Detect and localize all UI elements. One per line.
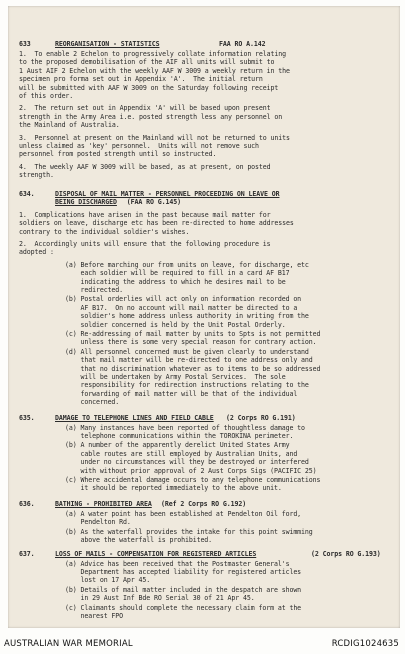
section-reference: (2 Corps RO G.191) [226,413,296,422]
section-reference: FAA RO A.142 [219,40,266,48]
list-item: (a) Advice has been received that the Postmaster General's Department has accepted liability for registered articles lost on 17 Apr 45. [65,559,302,585]
paragraph: 4. The weekly AAF W 3009 will be based, as at present, on posted strength. [19,162,271,180]
document-body [19,40,391,621]
archive-name: AUSTRALIAN WAR MEMORIAL [4,639,133,649]
list-item: (d) All personnel concerned must be given clearly to understand that mail matter will be re-directed to one address only and that no discrimination whatever as to items to be so addressed will be undertaken by Army Postal Services. The sole responsibility for redirection instructions relating to the forwarding of mail matter will be that of the individual concerned. [65,347,321,407]
section-heading: BATHING - PROHIBITED AREA [55,499,152,508]
section-heading-line1: DISPOSAL OF MAIL MATTER - PERSONNEL PROCEEDING ON LEAVE OR [55,189,280,198]
document-page [8,6,400,628]
list-item: (c) Claimants should complete the necessary claim form at the nearest FPO [65,603,302,620]
section-heading: REORGANISATION - STATISTICS [55,40,160,48]
section-reference: (Ref 2 Corps RO G.192) [161,499,247,508]
section-636-header [19,500,391,510]
section-number: 634. [19,189,35,198]
paragraph: 2. Accordingly units will ensure that the following procedure is adopted : [19,239,271,257]
section-reference: (FAA RO G.145) [126,198,181,207]
archive-footer [0,632,405,654]
section-number: 636. [19,499,35,508]
section-number: 633 [19,40,31,48]
list-item: (b) As the waterfall provides the intake for this point swimming above the waterfall is prohibited. [65,527,313,545]
section-reference: (2 Corps RO G.193) [311,549,381,558]
document-code: RCDIG1024635 [331,639,399,649]
section-heading-line2: BEING DISCHARGED [55,198,117,207]
list-item: (b) A number of the apparently derelict United States Army cable routes are still employed by Australian Units, and under no circumstances will they be destroyed or interfered with without prior approval of 2 Aust Corps Sigs (PACIFIC 25) [65,441,317,475]
paragraph: 1. Complications have arisen in the past because mail matter for soldiers on leave, discharge etc has been re-directed to home addresses contrary to the individual soldier's wishes. [19,210,294,236]
paragraph: 3. Personnel at present on the Mainland will not be returned to units unless claimed as 'key' personnel. Units will not remove such personnel from posted strength until so instructed. [19,133,290,159]
section-637-header [19,550,391,560]
list-item: (a) Many instances have been reported of thoughtless damage to telephone communications within the TOROKINA perimeter. [65,423,305,441]
section-number: 637. [19,549,35,558]
paragraph: 1. To enable 2 Echelon to progressively collate information relating to the proposed demobilisation of the AIF all units will submit to 1 Aust AIF 2 Echelon with the weekly AAF W 3009 a weekly return in the specimen pro forma set out in Appendix 'A'. The initial return will be submitted with AAF W 3009 on the Saturday following receipt of this order. [19,50,290,101]
list-item: (b) Details of mail matter included in the despatch are shown in 29 Aust Inf Bde RO Serial 30 of 21 Apr 45. [65,585,302,603]
section-635-header [19,414,391,424]
list-item: (c) Re-addressing of mail matter by units to Spts is not permitted unless there is some very special reason for contrary action. [65,329,321,347]
list-item: (c) Where accidental damage occurs to any telephone communications it should be reported immediately to the above unit. [65,476,321,493]
list-item: (a) A water point has been established at Pendelton Oil ford, Pendelton Rd. [65,509,302,527]
section-number: 635. [19,413,35,422]
section-633-header [19,40,391,50]
section-heading: LOSS OF MAILS - COMPENSATION FOR REGISTERED ARTICLES [55,549,257,558]
list-item: (a) Before marching our from units on leave, for discharge, etc each soldier will be required to fill in a card AF B17 indicating the address to which he desires mail to be redirected. [65,260,309,294]
list-item: (b) Postal orderlies will act only on information recorded on AF B17. On no account will mail matter be directed to a soldier's home address unless authority in writing from the soldier concerned is held by the Unit Postal Orderly. [65,295,309,329]
paragraph: 2. The return set out in Appendix 'A' will be based upon present strength in the Army Area i.e. posted strength less any personnel on the Mainland of Australia. [19,104,283,130]
section-634-header [19,190,391,208]
section-heading: DAMAGE TO TELEPHONE LINES AND FIELD CABLE [55,413,214,422]
